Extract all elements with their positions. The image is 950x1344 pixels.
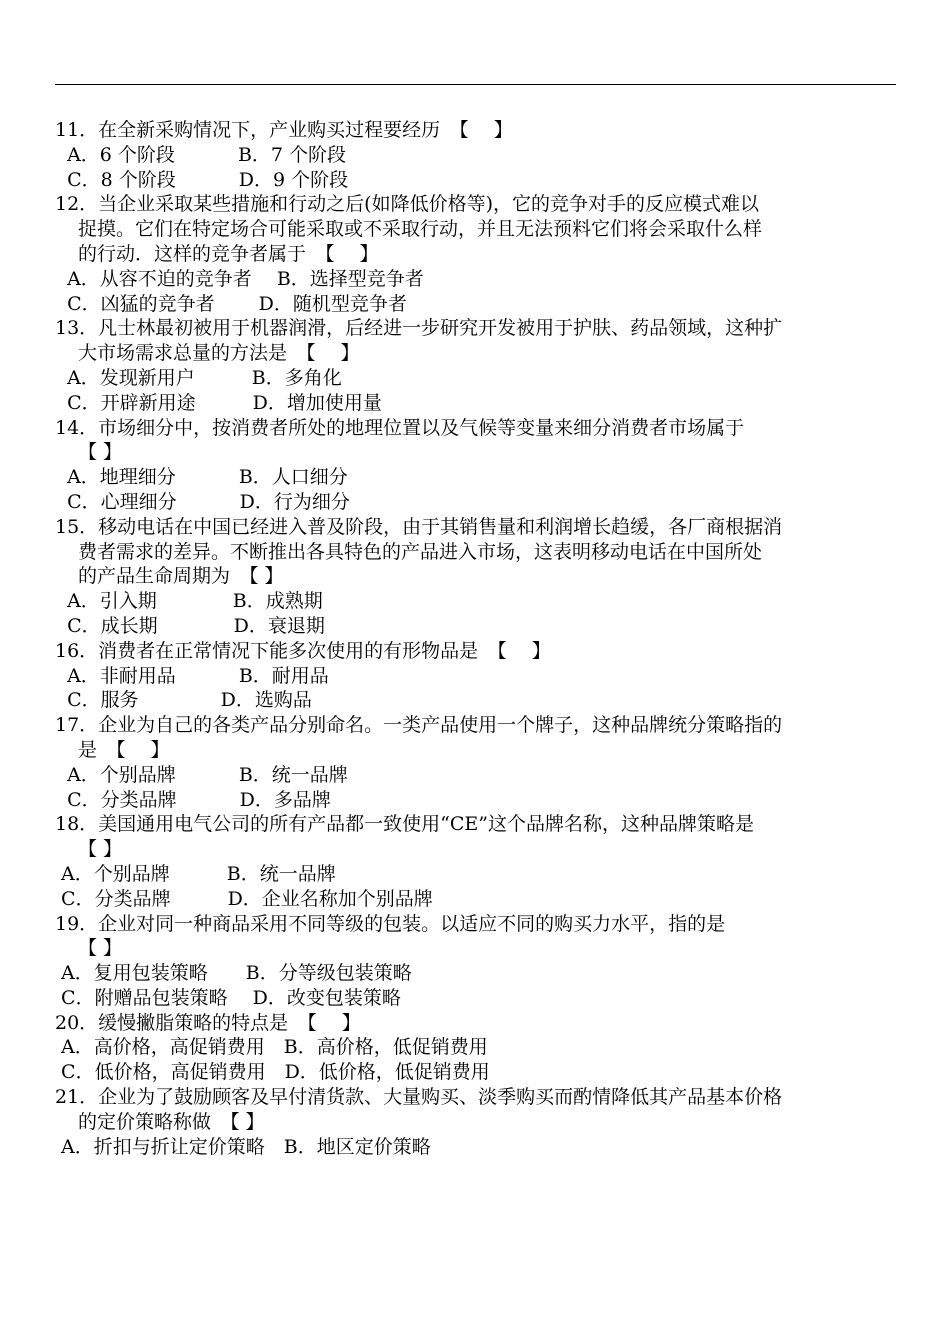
stem-line: 的行动．这样的竞争者属于 【 】 [78,242,379,265]
option-line: A．引入期 B．成熟期 [55,590,323,613]
option-line: A．地理细分 B．人口细分 [55,466,348,489]
stem-line: 【 】 [78,838,123,861]
stem-line: 【 】 [78,441,123,464]
stem-line: 【 】 [78,937,123,960]
question-stem [55,1085,900,1135]
stem-line: 13．凡士林最初被用于机器润滑，后经进一步研究开发被用于护肤、药品领域，这种扩 [55,317,783,340]
question-stem [55,118,900,143]
option-line: A．从容不迫的竞争者 B．选择型竞争者 [55,267,424,290]
stem-line: 是 【 】 [78,738,170,761]
question-block [55,1085,900,1159]
question-stem [55,316,900,366]
question-stem [55,515,900,589]
question-stem [55,416,900,466]
question-stem [55,639,900,664]
option-line: C．附赠品包装策略 D．改变包装策略 [55,986,401,1009]
header-rule [55,84,896,85]
question-block [55,316,900,415]
option-line: A．发现新用户 B．多角化 [55,366,342,389]
option-line: A．折扣与折让定价策略 B．地区定价策略 [55,1135,431,1158]
stem-line: 21．企业为了鼓励顾客及早付清货款、大量购买、淡季购买而酌情降低其产品基本价格 [55,1086,783,1109]
option-line: C．低价格，高促销费用 D．低价格，低促销费用 [55,1061,490,1084]
stem-line: 12．当企业采取某些措施和行动之后(如降低价格等)，它的竞争对手的反应模式难以 [55,193,760,216]
option-line: C．分类品牌 D．多品牌 [55,788,331,811]
stem-line: 17．企业为自己的各类产品分别命名。一类产品使用一个牌子，这种品牌统分策略指的 [55,714,783,737]
stem-line: 15．移动电话在中国已经进入普及阶段，由于其销售量和利润增长趋缓，各厂商根据消 [55,515,783,538]
option-line: C．开辟新用途 D．增加使用量 [55,391,382,414]
stem-line: 的产品生命周期为 【 】 [78,565,284,588]
option-line: A．非耐用品 B．耐用品 [55,664,329,687]
question-stem [55,912,900,962]
stem-line: 费者需求的差异。不断推出各具特色的产品进入市场，这表明移动电话在中国所处 [78,540,763,563]
option-line: C．凶猛的竞争者 D．随机型竞争者 [55,292,407,315]
question-block [55,639,900,713]
option-line: A．个别品牌 B．统一品牌 [55,763,348,786]
option-line: C．8 个阶段 D．9 个阶段 [55,168,349,191]
question-block [55,812,900,911]
stem-line: 捉摸。它们在特定场合可能采取或不采取行动，并且无法预料它们将会采取什么样 [78,218,763,241]
stem-line: 大市场需求总量的方法是 【 】 [78,342,360,365]
question-block [55,118,900,192]
stem-line: 的定价策略称做 【 】 [78,1110,265,1133]
question-block [55,713,900,812]
question-stem [55,192,900,266]
question-stem [55,713,900,763]
stem-line: 14．市场细分中，按消费者所处的地理位置以及气候等变量来细分消费者市场属于 [55,416,745,439]
question-block [55,1011,900,1085]
option-line: C．成长期 D．衰退期 [55,614,325,637]
question-block [55,912,900,1011]
stem-line: 16．消费者在正常情况下能多次使用的有形物品是 【 】 [55,639,551,662]
question-block [55,416,900,515]
option-line: C．服务 D．选购品 [55,689,312,712]
stem-line: 11．在全新采购情况下，产业购买过程要经历 【 】 [55,119,513,141]
option-line: C．心理细分 D．行为细分 [55,490,350,513]
question-list [55,118,900,1159]
option-line: A．高价格，高促销费用 B．高价格，低促销费用 [55,1036,488,1059]
question-block [55,515,900,639]
option-line: A．个别品牌 B．统一品牌 [55,862,336,885]
question-stem [55,812,900,862]
question-stem [55,1011,900,1036]
stem-line: 19．企业对同一种商品采用不同等级的包装。以适应不同的购买力水平，指的是 [55,912,726,935]
stem-line: 18．美国通用电气公司的所有产品都一致使用“CE”这个品牌名称，这种品牌策略是 [55,813,755,836]
question-block [55,192,900,316]
option-line: A．6 个阶段 B．7 个阶段 [55,143,347,166]
option-line: C．分类品牌 D．企业名称加个别品牌 [55,887,433,910]
option-line: A．复用包装策略 B．分等级包装策略 [55,962,412,985]
stem-line: 20．缓慢撇脂策略的特点是 【 】 [55,1011,361,1034]
